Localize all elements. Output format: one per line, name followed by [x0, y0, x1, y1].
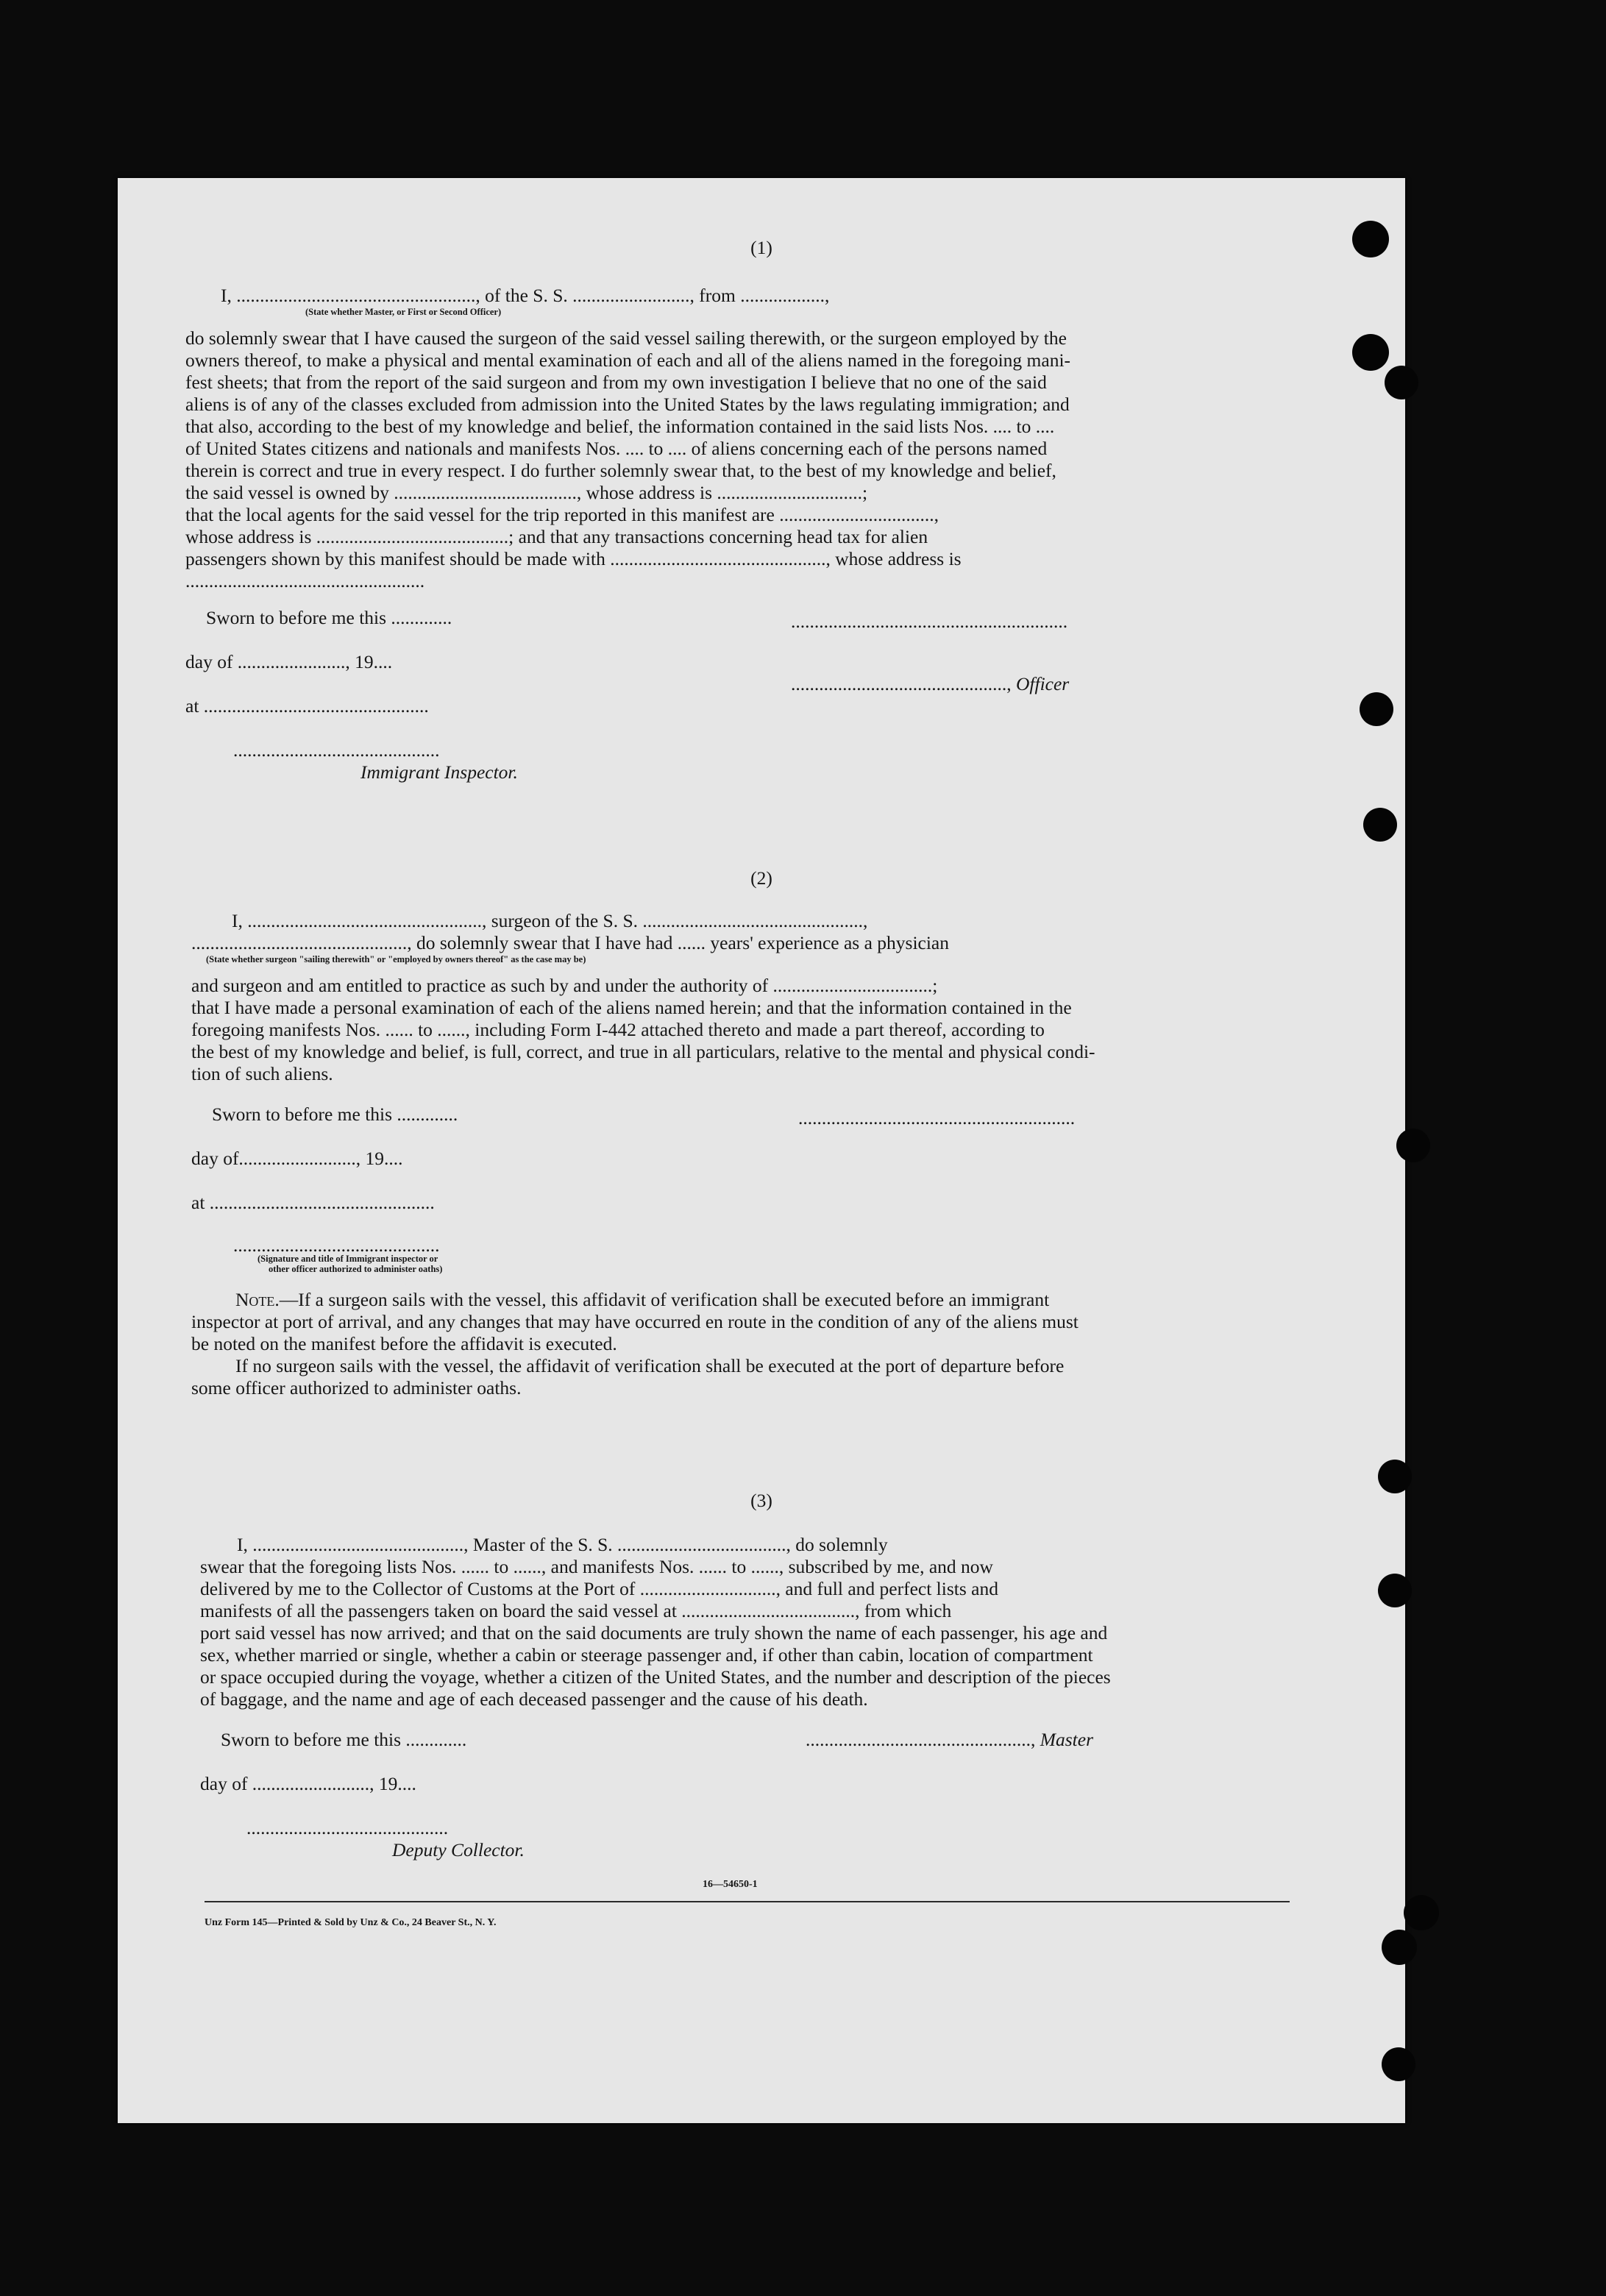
binder-hole [1404, 1895, 1439, 1930]
section-2-note: (State whether surgeon "sailing therewith" or "employed by owners thereof" as the case may be) [206, 954, 586, 964]
section-1-number: (1) [750, 237, 772, 258]
section-1-first-line: I, ..................................................., of the S. S. ........................., from .................., [221, 285, 830, 306]
section-3-sworn: Sworn to before me this ............. [221, 1729, 467, 1750]
s3-body-line: sex, whether married or single, whether a cabin or steerage passenger and, if other than cabin, location of compartment [200, 1644, 1093, 1666]
section-3-number: (3) [750, 1490, 772, 1511]
binder-hole [1382, 2047, 1415, 2081]
section-2-note-4: If no surgeon sails with the vessel, the affidavit of verification shall be executed at the port of departure before [235, 1355, 1065, 1376]
section-2-sworn: Sworn to before me this ............. [212, 1103, 458, 1125]
immigrant-inspector-label: Immigrant Inspector. [360, 761, 518, 783]
officer-dots: .............................................., [791, 673, 1016, 694]
s1-body-line: whose address is .........................................; and that any transactions concerning head tax for alien [185, 526, 928, 547]
s2-body-line: that I have made a personal examination of each of the aliens named herein; and that the information contained in the [191, 997, 1072, 1018]
s1-body-line: passengers shown by this manifest should be made with .............................................., whose address is [185, 548, 962, 569]
section-2-at: at ................................................ [191, 1192, 435, 1213]
binder-hole [1352, 221, 1389, 257]
section-2-sig-note-2: other officer authorized to administer oaths) [269, 1264, 443, 1274]
s2-body-line: and surgeon and am entitled to practice as such by and under the authority of ..................................; [191, 975, 938, 996]
section-2-number: (2) [750, 867, 772, 889]
section-2-note-5: some officer authorized to administer oaths. [191, 1377, 522, 1398]
section-1-day: day of ......................., 19.... [185, 651, 393, 672]
section-1-sworn: Sworn to before me this ............. [206, 607, 452, 628]
section-2-note-3: be noted on the manifest before the affidavit is executed. [191, 1333, 617, 1354]
s1-body-line: therein is correct and true in every respect. I do further solemnly swear that, to the best of my knowledge and belief, [185, 460, 1056, 481]
section-1-sig-dots: ............................................ [233, 739, 440, 761]
binder-hole [1378, 1574, 1412, 1607]
section-3-day: day of ........................., 19.... [200, 1773, 416, 1794]
officer-label: Officer [1016, 673, 1070, 694]
section-3-sig-dots: ........................................... [246, 1817, 449, 1838]
section-2-sig-dots: ............................................ [233, 1234, 440, 1256]
footer-printer: Unz Form 145—Printed & Sold by Unz & Co., 24 Beaver St., N. Y. [205, 1917, 497, 1928]
binder-hole [1363, 808, 1397, 842]
section-1-officer-line [791, 673, 1069, 695]
s3-body-line: manifests of all the passengers taken on board the said vessel at ....................................., from which [200, 1600, 952, 1621]
section-1-at: at ................................................ [185, 695, 429, 717]
s3-body-line: or space occupied during the voyage, whether a citizen of the United States, and the number and description of the pieces [200, 1666, 1111, 1688]
s3-body-line: swear that the foregoing lists Nos. ...... to ......, and manifests Nos. ...... to ......, subscribed by me, and now [200, 1556, 993, 1577]
s1-body-line: owners thereof, to make a physical and mental examination of each and all of the aliens named in the foregoing mani- [185, 349, 1071, 371]
section-2-first-line: I, .................................................., surgeon of the S. S. ..............................................., [232, 910, 868, 931]
section-2-note-2: inspector at port of arrival, and any changes that may have occurred en route in the condition of any of the aliens must [191, 1311, 1079, 1332]
s1-body-line: of United States citizens and nationals and manifests Nos. .... to .... of aliens concerning each of the persons named [185, 438, 1048, 459]
form-code: 16—54650-1 [703, 1879, 758, 1890]
section-2-day: day of........................., 19.... [191, 1148, 403, 1169]
s3-body-line: I, ............................................., Master of the S. S. ...................................., do solemnly [237, 1534, 888, 1555]
section-1-right-dots: ........................................................... [791, 611, 1068, 632]
binder-hole [1378, 1460, 1412, 1493]
binder-hole [1385, 366, 1418, 399]
section-3-master-line [806, 1729, 1093, 1751]
note-text: .—If a surgeon sails with the vessel, this affidavit of verification shall be executed before an immigrant [274, 1289, 1050, 1310]
s1-body-line: fest sheets; that from the report of the said surgeon and from my own investigation I believe that no one of the said [185, 372, 1047, 393]
section-2-sig-note-1: (Signature and title of Immigrant inspector or [257, 1254, 438, 1264]
section-2-right-dots: ........................................................... [798, 1107, 1076, 1129]
s1-body-line: that the local agents for the said vessel for the trip reported in this manifest are ................................., [185, 504, 939, 525]
note-label: Note [235, 1289, 275, 1310]
s2-body-line: tion of such aliens. [191, 1063, 333, 1084]
binder-hole [1352, 334, 1389, 371]
s3-body-line: port said vessel has now arrived; and that on the said documents are truly shown the name of each passenger, his age and [200, 1622, 1108, 1643]
section-1-note: (State whether Master, or First or Second Officer) [305, 307, 502, 317]
s1-body-line: aliens is of any of the classes excluded from admission into the United States by the laws regulating immigration; and [185, 394, 1070, 415]
s1-body-line: the said vessel is owned by ......................................., whose address is ...............................; [185, 482, 868, 503]
s3-body-line: of baggage, and the name and age of each deceased passenger and the cause of his death. [200, 1688, 868, 1710]
binder-hole [1396, 1129, 1430, 1162]
section-2-note-1 [235, 1289, 1049, 1311]
master-label: Master [1040, 1729, 1093, 1750]
s3-body-line: delivered by me to the Collector of Customs at the Port of ............................., and full and perfect lists and [200, 1578, 998, 1599]
s1-body-line: do solemnly swear that I have caused the surgeon of the said vessel sailing therewith, or the surgeon employed by the [185, 327, 1067, 349]
section-2-second-line: .............................................., do solemnly swear that I have had ...... years' experience as a physician [191, 932, 949, 953]
s2-body-line: foregoing manifests Nos. ...... to ......, including Form I-442 attached thereto and made a part thereof, according to [191, 1019, 1045, 1040]
form-page [118, 178, 1405, 2123]
footer-rule [205, 1901, 1290, 1902]
binder-hole [1382, 1930, 1417, 1965]
deputy-collector-label: Deputy Collector. [392, 1839, 525, 1860]
master-dots: ................................................, [806, 1729, 1040, 1750]
s1-body-line: ................................................... [185, 570, 425, 591]
s1-body-line: that also, according to the best of my knowledge and belief, the information contained in the said lists Nos. .... to .... [185, 416, 1055, 437]
s2-body-line: the best of my knowledge and belief, is full, correct, and true in all particulars, relative to the mental and physical condi- [191, 1041, 1095, 1062]
binder-hole [1360, 692, 1393, 726]
